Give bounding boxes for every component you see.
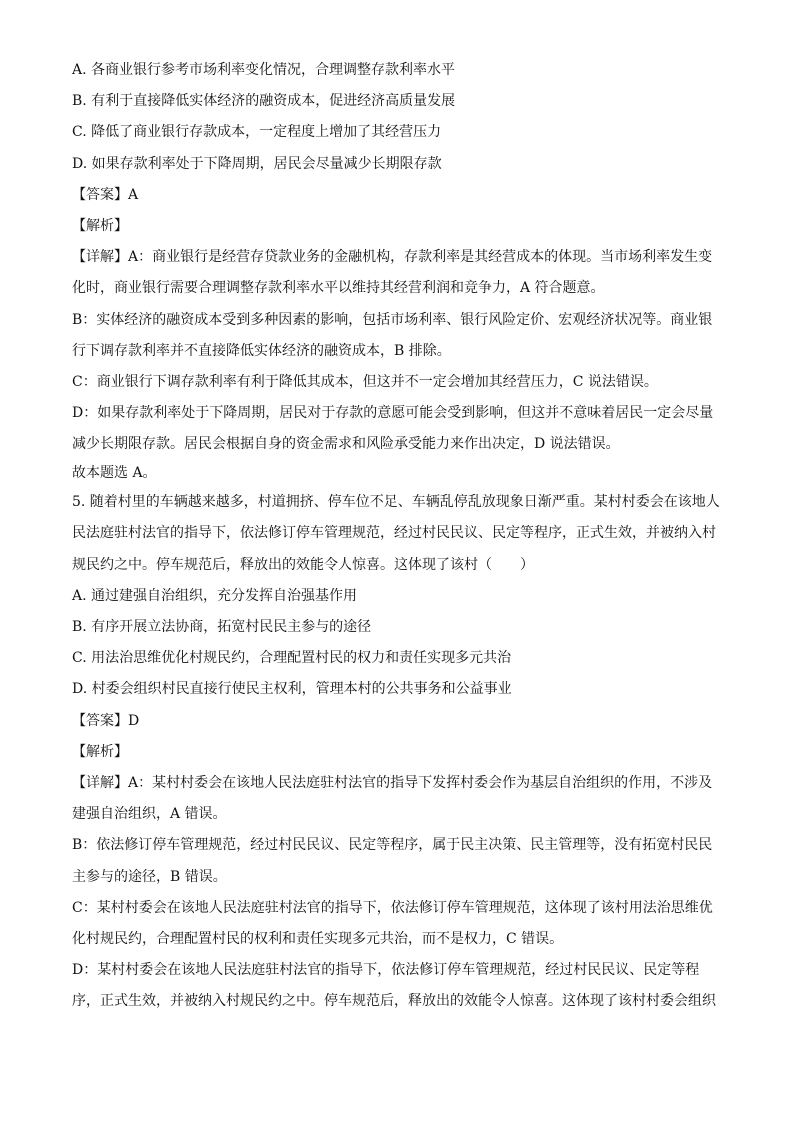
q4-detail-line: 【详解】A：商业银行是经营存贷款业务的金融机构，存款利率是其经营成本的体现。当市场利率发生变 xyxy=(72,249,713,266)
q4-conclusion: 故本题选 A。 xyxy=(72,465,157,482)
q5-stem xyxy=(72,492,722,574)
q5-option-d: D. 村委会组织村民直接行使民主权利，管理本村的公共事务和公益事业 xyxy=(72,681,512,698)
q5-analysis-label: 【解析】 xyxy=(72,743,128,760)
q4-answer: 【答案】A xyxy=(72,186,139,203)
q4-analysis-label: 【解析】 xyxy=(72,217,128,234)
q4-detail-line: 行下调存款利率并不直接降低实体经济的融资成本，B 排除。 xyxy=(72,342,451,359)
q5-detail-line: 化村规民约，合理配置村民的权利和责任实现多元共治，而不是权力，C 错误。 xyxy=(72,930,564,947)
q4-option-d: D. 如果存款利率处于下降周期，居民会尽量减少长期限存款 xyxy=(72,155,442,172)
q5-stem-line: 5. 随着村里的车辆越来越多，村道拥挤、停车位不足、车辆乱停乱放现象日渐严重。某村村委会在该地人 xyxy=(72,494,720,511)
q4-detail-line: B：实体经济的融资成本受到多种因素的影响，包括市场利率、银行风险定价、宏观经济状况等。商业银 xyxy=(72,311,713,328)
q5-detail-line: B：依法修订停车管理规范，经过村民民议、民定等程序，属于民主决策、民主管理等，没有拓宽村民民 xyxy=(72,837,713,854)
q5-stem-line: 规民约之中。停车规范后，释放出的效能令人惊喜。这体现了该村（ ） xyxy=(72,556,534,573)
q5-detail-line: 主参与的途径，B 错误。 xyxy=(72,868,227,885)
q5-detail xyxy=(72,773,722,1011)
q4-detail-line: C：商业银行下调存款利率有利于降低其成本，但这并不一定会增加其经营压力，C 说法错误。 xyxy=(72,373,658,390)
q4-detail-line: 化时，商业银行需要合理调整存款利率水平以维持其经营利润和竞争力，A 符合题意。 xyxy=(72,280,605,297)
q4-option-c: C. 降低了商业银行存款成本，一定程度上增加了其经营压力 xyxy=(72,124,442,141)
q5-detail-line: D：某村村委会在该地人民法庭驻村法官的指导下，依法修订停车管理规范，经过村民民议、民定等程 xyxy=(72,962,700,979)
q4-detail-line: D：如果存款利率处于下降周期，居民对于存款的意愿可能会受到影响，但这并不意味着居民一定会尽量 xyxy=(72,405,714,422)
q4-option-b: B. 有利于直接降低实体经济的融资成本，促进经济高质量发展 xyxy=(72,93,456,110)
q5-detail-line: 建强自治组织，A 错误。 xyxy=(72,806,227,823)
q5-detail-line: 序，正式生效，并被纳入村规民约之中。停车规范后，释放出的效能令人惊喜。这体现了该村村委会组织 xyxy=(72,993,716,1010)
q5-option-a: A. 通过建强自治组织，充分发挥自治强基作用 xyxy=(72,587,358,604)
q4-option-a: A. 各商业银行参考市场利率变化情况，合理调整存款利率水平 xyxy=(72,62,456,78)
q5-answer: 【答案】D xyxy=(72,712,140,729)
q5-option-c: C. 用法治思维优化村规民约，合理配置村民的权力和责任实现多元共治 xyxy=(72,650,512,667)
q5-option-b: B. 有序开展立法协商，拓宽村民民主参与的途径 xyxy=(72,619,372,635)
q5-stem-line: 民法庭驻村法官的指导下，依法修订停车管理规范，经过村民民议、民定等程序，正式生效，并被纳入村 xyxy=(72,525,716,542)
document-content xyxy=(72,60,722,1011)
q5-detail-line: 【详解】A：某村村委会在该地人民法庭驻村法官的指导下发挥村委会作为基层自治组织的作用，不涉及 xyxy=(72,774,713,791)
q5-detail-line: C：某村村委会在该地人民法庭驻村法官的指导下，依法修订停车管理规范，这体现了该村用法治思维优 xyxy=(72,899,713,916)
q4-detail xyxy=(72,247,722,454)
q4-detail-line: 减少长期限存款。居民会根据自身的资金需求和风险承受能力来作出决定，D 说法错误。 xyxy=(72,436,620,453)
